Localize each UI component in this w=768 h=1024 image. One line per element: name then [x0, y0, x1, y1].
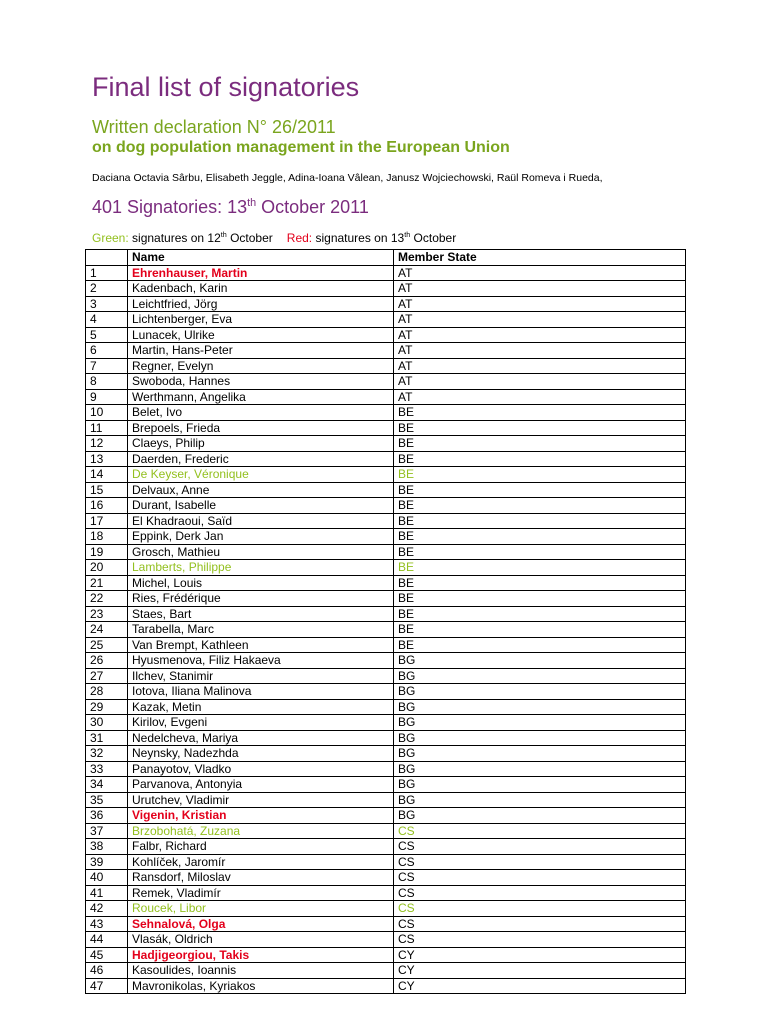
row-name: Regner, Evelyn — [128, 358, 394, 374]
row-member-state: BG — [394, 653, 686, 669]
row-number: 7 — [86, 358, 128, 374]
row-member-state: AT — [394, 281, 686, 297]
table-row — [86, 839, 686, 855]
header-name: Name — [128, 250, 394, 266]
row-number: 9 — [86, 389, 128, 405]
row-number: 15 — [86, 482, 128, 498]
row-member-state: BG — [394, 746, 686, 762]
table-row — [86, 932, 686, 948]
row-name: Panayotov, Vladko — [128, 761, 394, 777]
row-name: Lamberts, Philippe — [128, 560, 394, 576]
row-number: 28 — [86, 684, 128, 700]
row-member-state: CS — [394, 885, 686, 901]
legend-red-label: Red: — [286, 231, 313, 245]
row-number: 46 — [86, 963, 128, 979]
header-member-state: Member State — [394, 250, 686, 266]
row-number: 47 — [86, 978, 128, 994]
row-number: 1 — [86, 265, 128, 281]
row-member-state: AT — [394, 327, 686, 343]
row-name: Lunacek, Ulrike — [128, 327, 394, 343]
table-row — [86, 327, 686, 343]
table-row — [86, 606, 686, 622]
row-name: Kirilov, Evgeni — [128, 715, 394, 731]
row-name: Nedelcheva, Mariya — [128, 730, 394, 746]
row-number: 23 — [86, 606, 128, 622]
signatories-table — [85, 249, 686, 994]
table-row — [86, 374, 686, 390]
row-name: Remek, Vladimír — [128, 885, 394, 901]
row-member-state: BE — [394, 560, 686, 576]
row-name: Brepoels, Frieda — [128, 420, 394, 436]
row-number: 39 — [86, 854, 128, 870]
legend-green-sup: th — [220, 230, 227, 239]
row-name: Sehnalová, Olga — [128, 916, 394, 932]
table-row — [86, 730, 686, 746]
row-name: Leichtfried, Jörg — [128, 296, 394, 312]
row-name: Delvaux, Anne — [128, 482, 394, 498]
table-row — [86, 420, 686, 436]
legend-red-sup: th — [404, 230, 411, 239]
row-name: De Keyser, Véronique — [128, 467, 394, 483]
row-name: Falbr, Richard — [128, 839, 394, 855]
row-number: 41 — [86, 885, 128, 901]
row-number: 18 — [86, 529, 128, 545]
row-number: 40 — [86, 870, 128, 886]
row-number: 10 — [86, 405, 128, 421]
row-member-state: BE — [394, 420, 686, 436]
row-member-state: CS — [394, 854, 686, 870]
row-member-state: CS — [394, 932, 686, 948]
row-name: Roucek, Libor — [128, 901, 394, 917]
row-number: 14 — [86, 467, 128, 483]
table-row — [86, 885, 686, 901]
row-name: Claeys, Philip — [128, 436, 394, 452]
row-name: Kazak, Metin — [128, 699, 394, 715]
row-number: 20 — [86, 560, 128, 576]
row-member-state: AT — [394, 358, 686, 374]
declaration-label: Written declaration N° 26/2011 — [92, 117, 336, 137]
table-row — [86, 746, 686, 762]
row-member-state: BG — [394, 792, 686, 808]
row-number: 12 — [86, 436, 128, 452]
row-member-state: AT — [394, 265, 686, 281]
table-row — [86, 529, 686, 545]
row-number: 44 — [86, 932, 128, 948]
row-member-state: CS — [394, 916, 686, 932]
table-row — [86, 978, 686, 994]
header-number — [86, 250, 128, 266]
row-member-state: BE — [394, 467, 686, 483]
table-row — [86, 436, 686, 452]
row-number: 2 — [86, 281, 128, 297]
row-number: 6 — [86, 343, 128, 359]
row-number: 42 — [86, 901, 128, 917]
table-row — [86, 591, 686, 607]
row-number: 3 — [86, 296, 128, 312]
table-row — [86, 668, 686, 684]
table-row — [86, 870, 686, 886]
row-member-state: AT — [394, 374, 686, 390]
row-name: Tarabella, Marc — [128, 622, 394, 638]
row-name: Ehrenhauser, Martin — [128, 265, 394, 281]
legend-green-text-b: October — [226, 231, 273, 245]
table-row — [86, 296, 686, 312]
row-name: Hadjigeorgiou, Takis — [128, 947, 394, 963]
row-number: 19 — [86, 544, 128, 560]
table-row — [86, 467, 686, 483]
table-row — [86, 265, 686, 281]
row-name: Michel, Louis — [128, 575, 394, 591]
table-row — [86, 699, 686, 715]
row-name: Lichtenberger, Eva — [128, 312, 394, 328]
row-member-state: CY — [394, 978, 686, 994]
row-member-state: BE — [394, 544, 686, 560]
row-name: Ransdorf, Miloslav — [128, 870, 394, 886]
row-number: 38 — [86, 839, 128, 855]
row-member-state: BG — [394, 761, 686, 777]
table-row — [86, 358, 686, 374]
row-member-state: BG — [394, 684, 686, 700]
row-member-state: BE — [394, 591, 686, 607]
legend-green-label: Green: — [92, 231, 129, 245]
legend-green-text-a: signatures on 12 — [128, 231, 221, 245]
authors-list: Daciana Octavia Sârbu, Elisabeth Jeggle, Adina-Ioana Vâlean, Janusz Wojciechowski, Raül Romeva i Rueda, — [92, 172, 603, 184]
row-number: 27 — [86, 668, 128, 684]
table-body — [86, 265, 686, 994]
row-number: 34 — [86, 777, 128, 793]
row-member-state: BE — [394, 405, 686, 421]
row-member-state: CS — [394, 870, 686, 886]
table-row — [86, 482, 686, 498]
table-row — [86, 389, 686, 405]
row-member-state: BG — [394, 777, 686, 793]
row-number: 11 — [86, 420, 128, 436]
row-name: Grosch, Mathieu — [128, 544, 394, 560]
row-member-state: AT — [394, 296, 686, 312]
table-row — [86, 653, 686, 669]
row-number: 45 — [86, 947, 128, 963]
row-member-state: CY — [394, 947, 686, 963]
row-number: 25 — [86, 637, 128, 653]
row-number: 8 — [86, 374, 128, 390]
row-number: 33 — [86, 761, 128, 777]
row-member-state: AT — [394, 389, 686, 405]
row-member-state: CS — [394, 823, 686, 839]
row-number: 21 — [86, 575, 128, 591]
row-number: 30 — [86, 715, 128, 731]
table-row — [86, 684, 686, 700]
row-name: Parvanova, Antonyia — [128, 777, 394, 793]
signatories-count — [92, 197, 369, 218]
row-number: 36 — [86, 808, 128, 824]
row-number: 43 — [86, 916, 128, 932]
table-row — [86, 312, 686, 328]
table-row — [86, 823, 686, 839]
table-row — [86, 544, 686, 560]
table-row — [86, 947, 686, 963]
row-name: Belet, Ivo — [128, 405, 394, 421]
row-member-state: BE — [394, 529, 686, 545]
row-name: Swoboda, Hannes — [128, 374, 394, 390]
table-row — [86, 451, 686, 467]
row-number: 24 — [86, 622, 128, 638]
row-member-state: BG — [394, 715, 686, 731]
legend-red-text-a: signatures on 13 — [312, 231, 405, 245]
row-number: 13 — [86, 451, 128, 467]
table-row — [86, 761, 686, 777]
table-row — [86, 715, 686, 731]
row-member-state: CY — [394, 963, 686, 979]
table-row — [86, 808, 686, 824]
row-number: 5 — [86, 327, 128, 343]
row-number: 17 — [86, 513, 128, 529]
row-number: 37 — [86, 823, 128, 839]
color-legend — [92, 231, 456, 245]
row-member-state: BE — [394, 482, 686, 498]
row-number: 16 — [86, 498, 128, 514]
row-member-state: AT — [394, 343, 686, 359]
row-member-state: BE — [394, 436, 686, 452]
row-member-state: BE — [394, 606, 686, 622]
row-name: Vlasák, Oldrich — [128, 932, 394, 948]
row-name: Durant, Isabelle — [128, 498, 394, 514]
table-row — [86, 281, 686, 297]
table-row — [86, 513, 686, 529]
row-name: Eppink, Derk Jan — [128, 529, 394, 545]
table-row — [86, 622, 686, 638]
row-name: El Khadraoui, Saïd — [128, 513, 394, 529]
signatories-count-suffix: October 2011 — [256, 197, 369, 217]
row-name: Ilchev, Stanimir — [128, 668, 394, 684]
row-name: Vigenin, Kristian — [128, 808, 394, 824]
row-member-state: BG — [394, 808, 686, 824]
row-member-state: BE — [394, 637, 686, 653]
row-member-state: CS — [394, 901, 686, 917]
row-name: Hyusmenova, Filiz Hakaeva — [128, 653, 394, 669]
row-member-state: BE — [394, 622, 686, 638]
table-row — [86, 498, 686, 514]
table-row — [86, 405, 686, 421]
row-member-state: BE — [394, 575, 686, 591]
table-row — [86, 963, 686, 979]
row-name: Martin, Hans-Peter — [128, 343, 394, 359]
page-title: Final list of signatories — [92, 72, 360, 102]
table-row — [86, 343, 686, 359]
row-member-state: BE — [394, 513, 686, 529]
table-row — [86, 901, 686, 917]
row-number: 22 — [86, 591, 128, 607]
row-number: 32 — [86, 746, 128, 762]
row-name: Daerden, Frederic — [128, 451, 394, 467]
signatories-count-prefix: 401 Signatories: 13 — [92, 197, 248, 217]
row-number: 31 — [86, 730, 128, 746]
row-name: Ries, Frédérique — [128, 591, 394, 607]
row-name: Kohlíček, Jaromír — [128, 854, 394, 870]
table-row — [86, 560, 686, 576]
row-name: Staes, Bart — [128, 606, 394, 622]
row-member-state: BG — [394, 668, 686, 684]
row-member-state: CS — [394, 839, 686, 855]
signatories-count-sup: th — [247, 197, 257, 209]
row-number: 29 — [86, 699, 128, 715]
row-number: 4 — [86, 312, 128, 328]
table-row — [86, 792, 686, 808]
row-name: Urutchev, Vladimir — [128, 792, 394, 808]
row-name: Kadenbach, Karin — [128, 281, 394, 297]
table-row — [86, 637, 686, 653]
table-header-row — [86, 250, 686, 266]
row-number: 26 — [86, 653, 128, 669]
row-member-state: AT — [394, 312, 686, 328]
table-row — [86, 854, 686, 870]
table-row — [86, 777, 686, 793]
row-name: Werthmann, Angelika — [128, 389, 394, 405]
declaration-subject: on dog population management in the European Union — [92, 139, 510, 156]
legend-red-text-b: October — [410, 231, 457, 245]
table-row — [86, 575, 686, 591]
table-row — [86, 916, 686, 932]
row-name: Kasoulides, Ioannis — [128, 963, 394, 979]
row-name: Brzobohatá, Zuzana — [128, 823, 394, 839]
row-member-state: BE — [394, 498, 686, 514]
row-name: Iotova, Iliana Malinova — [128, 684, 394, 700]
row-name: Mavronikolas, Kyriakos — [128, 978, 394, 994]
row-member-state: BE — [394, 451, 686, 467]
row-name: Van Brempt, Kathleen — [128, 637, 394, 653]
row-number: 35 — [86, 792, 128, 808]
row-member-state: BG — [394, 730, 686, 746]
row-member-state: BG — [394, 699, 686, 715]
row-name: Neynsky, Nadezhda — [128, 746, 394, 762]
